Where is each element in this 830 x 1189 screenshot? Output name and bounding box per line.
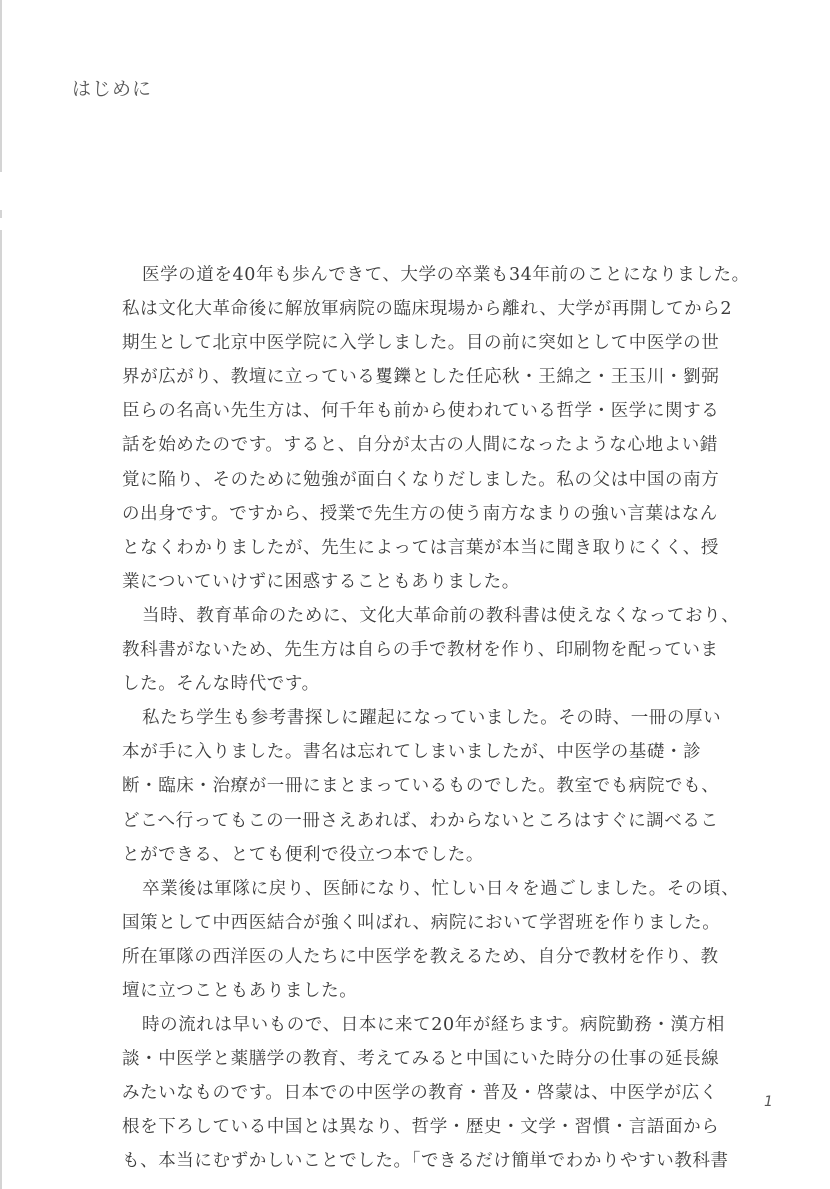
text-line: 教科書がないため、先生方は自らの手で教材を作り、印刷物を配っていま <box>122 640 719 661</box>
text-line: 話を始めたのです。すると、自分が太古の人間になったような心地よい錯 <box>122 435 718 456</box>
text-line: みたいなものです。日本での中医学の教育・普及・啓蒙は、中医学が広く <box>122 1083 718 1104</box>
text-line: 時の流れは早いもので、日本に来て20年が経ちます。病院勤務・漢方相 <box>142 1015 725 1036</box>
text-line: 当時、教育革命のために、文化大革命前の教科書は使えなくなっており、 <box>142 605 740 626</box>
text-line: 界が広がり、教壇に立っている矍鑠とした任応秋・王綿之・王玉川・劉弼 <box>122 367 720 388</box>
page-edge-shadow <box>0 230 2 1189</box>
text-line: 卒業後は軍隊に戻り、医師になり、忙しい日々を過ごしました。その頃、 <box>142 878 740 899</box>
text-line: 国策として中西医結合が強く叫ばれ、病院において学習班を作りました。 <box>122 912 721 933</box>
text-line: 本が手に入りました。書名は忘れてしまいましたが、中医学の基礎・診 <box>122 742 702 763</box>
text-line: となくわかりましたが、先生によっては言葉が本当に聞き取りにくく、授 <box>122 537 719 558</box>
text-line: 壇に立つこともありました。 <box>122 980 358 1001</box>
page-edge-shadow <box>0 210 2 218</box>
page-edge-shadow <box>0 0 2 172</box>
text-line: 医学の道を40年も歩んできて、大学の卒業も34年前のことになりました。 <box>142 265 750 285</box>
page-number: 1 <box>764 1094 773 1110</box>
text-line: 私たち学生も参考書探しに躍起になっていました。その時、一冊の厚い <box>142 708 722 729</box>
text-line: 根を下ろしている中国とは異なり、哲学・歴史・文学・習慣・言語面から <box>122 1117 720 1138</box>
text-line: 覚に陥り、そのために勉強が面白くなりだしました。私の父は中国の南方 <box>122 469 720 490</box>
text-line: 談・中医学と薬膳学の教育、考えてみると中国にいた時分の仕事の延長線 <box>122 1049 720 1070</box>
text-line: した。そんな時代です。 <box>122 674 320 695</box>
text-line: 業についていけずに困惑することもありました。 <box>122 571 520 592</box>
text-line: 私は文化大革命後に解放軍病院の臨床現場から離れ、大学が再開してから2 <box>122 299 733 320</box>
text-line: 所在軍隊の西洋医の人たちに中医学を教えるため、自分で教材を作り、教 <box>122 946 719 967</box>
text-line: 期生として北京中医学院に入学しました。目の前に突如として中医学の世 <box>122 333 720 354</box>
text-line: 臣らの名高い先生方は、何千年も前から使われている哲学・医学に関する <box>122 401 720 422</box>
text-line: 断・臨床・治療が一冊にまとまっているものでした。教室でも病院でも、 <box>122 776 720 797</box>
body-text <box>122 258 750 1179</box>
text-line: も、本当にむずかしいことでした。「できるだけ簡単でわかりやすい教科書 <box>122 1151 729 1172</box>
page-title: はじめに <box>72 78 153 100</box>
text-line: の出身です。ですから、授業で先生方の使う南方なまりの強い言葉はなん <box>122 503 718 524</box>
text-line: どこへ行ってもこの一冊さえあれば、わからないところはすぐに調べるこ <box>122 810 719 831</box>
text-line: とができる、とても便利で役立つ本でした。 <box>122 844 484 865</box>
